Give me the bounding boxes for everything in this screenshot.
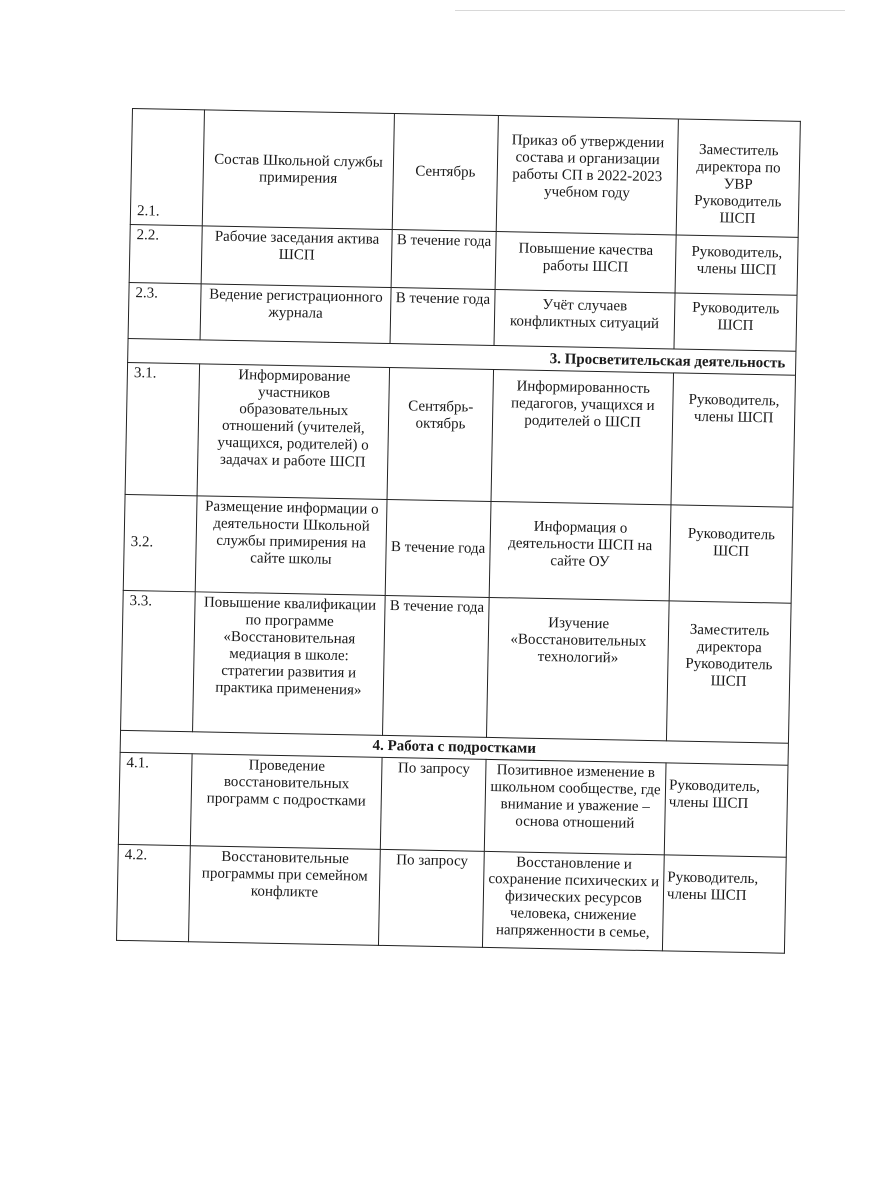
result-cell: Учёт случаев конфликтных ситуаций (494, 290, 675, 349)
responsible-cell: Руководитель, члены ШСП (671, 373, 796, 507)
table-row (123, 494, 793, 603)
event-cell: Рабочие заседания актива ШСП (201, 226, 392, 288)
date-cell: По запросу (380, 757, 486, 851)
date-cell: По запросу (378, 849, 484, 947)
event-cell: Повышение квалификации по программе «Восстановительная медиация в школе: стратегии развития и практика применения» (193, 592, 386, 736)
table-row (118, 752, 788, 857)
result-cell: Изучение «Восстановительных технологий» (486, 597, 669, 740)
result-cell: Восстановление и сохранение психических и физических ресурсов человека, снижение напряженности в семье, (482, 851, 664, 950)
result-cell: Приказ об утверждении состава и организации работы СП в 2022-2023 учебном году (496, 116, 678, 235)
event-cell: Состав Школьной службы примирения (202, 110, 394, 230)
date-cell: В течение года (383, 595, 490, 737)
responsible-cell: Заместитель директора по УВР Руководитель ШСП (676, 119, 800, 237)
responsible-cell: Руководитель ШСП (674, 293, 797, 351)
responsible-cell: Заместитель директора Руководитель ШСП (666, 601, 791, 743)
responsible-cell: Руководитель, члены ШСП (662, 855, 786, 953)
date-cell: В течение года (391, 230, 496, 290)
row-number: 2.2. (129, 224, 202, 283)
row-number: 2.1. (130, 109, 204, 226)
table-row (125, 362, 795, 507)
row-number: 4.2. (117, 844, 191, 941)
row-number: 3.2. (123, 494, 197, 591)
plan-table (116, 108, 801, 954)
responsible-cell: Руководитель, члены ШСП (664, 763, 788, 857)
date-cell: В течение года (385, 499, 491, 597)
table-row (130, 109, 800, 238)
date-cell: Сентябрь (392, 114, 498, 232)
event-cell: Проведение восстановительных программ с подростками (190, 754, 382, 850)
section-title: 3. Просветительская деятельность (128, 338, 796, 375)
responsible-cell: Руководитель ШСП (669, 505, 793, 603)
row-number: 4.1. (118, 752, 192, 845)
row-number: 2.3. (128, 282, 201, 339)
scan-edge-line (455, 10, 845, 11)
row-number: 3.3. (121, 590, 196, 731)
date-cell: Сентябрь-октябрь (387, 367, 494, 501)
event-cell: Информирование участников образовательных отношений (учителей, учащихся, родителей) о задачах и работе ШСП (197, 364, 389, 500)
event-cell: Ведение регистрационного журнала (200, 284, 391, 344)
row-number: 3.1. (125, 362, 200, 495)
section-title: 4. Работа с подростками (120, 730, 788, 765)
event-cell: Размещение информации о деятельности Школьной службы примирения на сайте школы (195, 496, 387, 596)
table-row (121, 590, 792, 743)
table-row (117, 844, 787, 953)
result-cell: Информация о деятельности ШСП на сайте ОУ (489, 501, 671, 600)
result-cell: Позитивное изменение в школьном сообществе, где внимание и уважение – основа отношений (484, 759, 666, 854)
result-cell: Повышение качества работы ШСП (495, 232, 676, 293)
date-cell: В течение года (390, 288, 495, 346)
responsible-cell: Руководитель, члены ШСП (675, 235, 798, 295)
document-page (116, 108, 800, 954)
result-cell: Информированность педагогов, учащихся и родителей о ШСП (491, 369, 674, 504)
event-cell: Восстановительные программы при семейном конфликте (189, 846, 381, 946)
